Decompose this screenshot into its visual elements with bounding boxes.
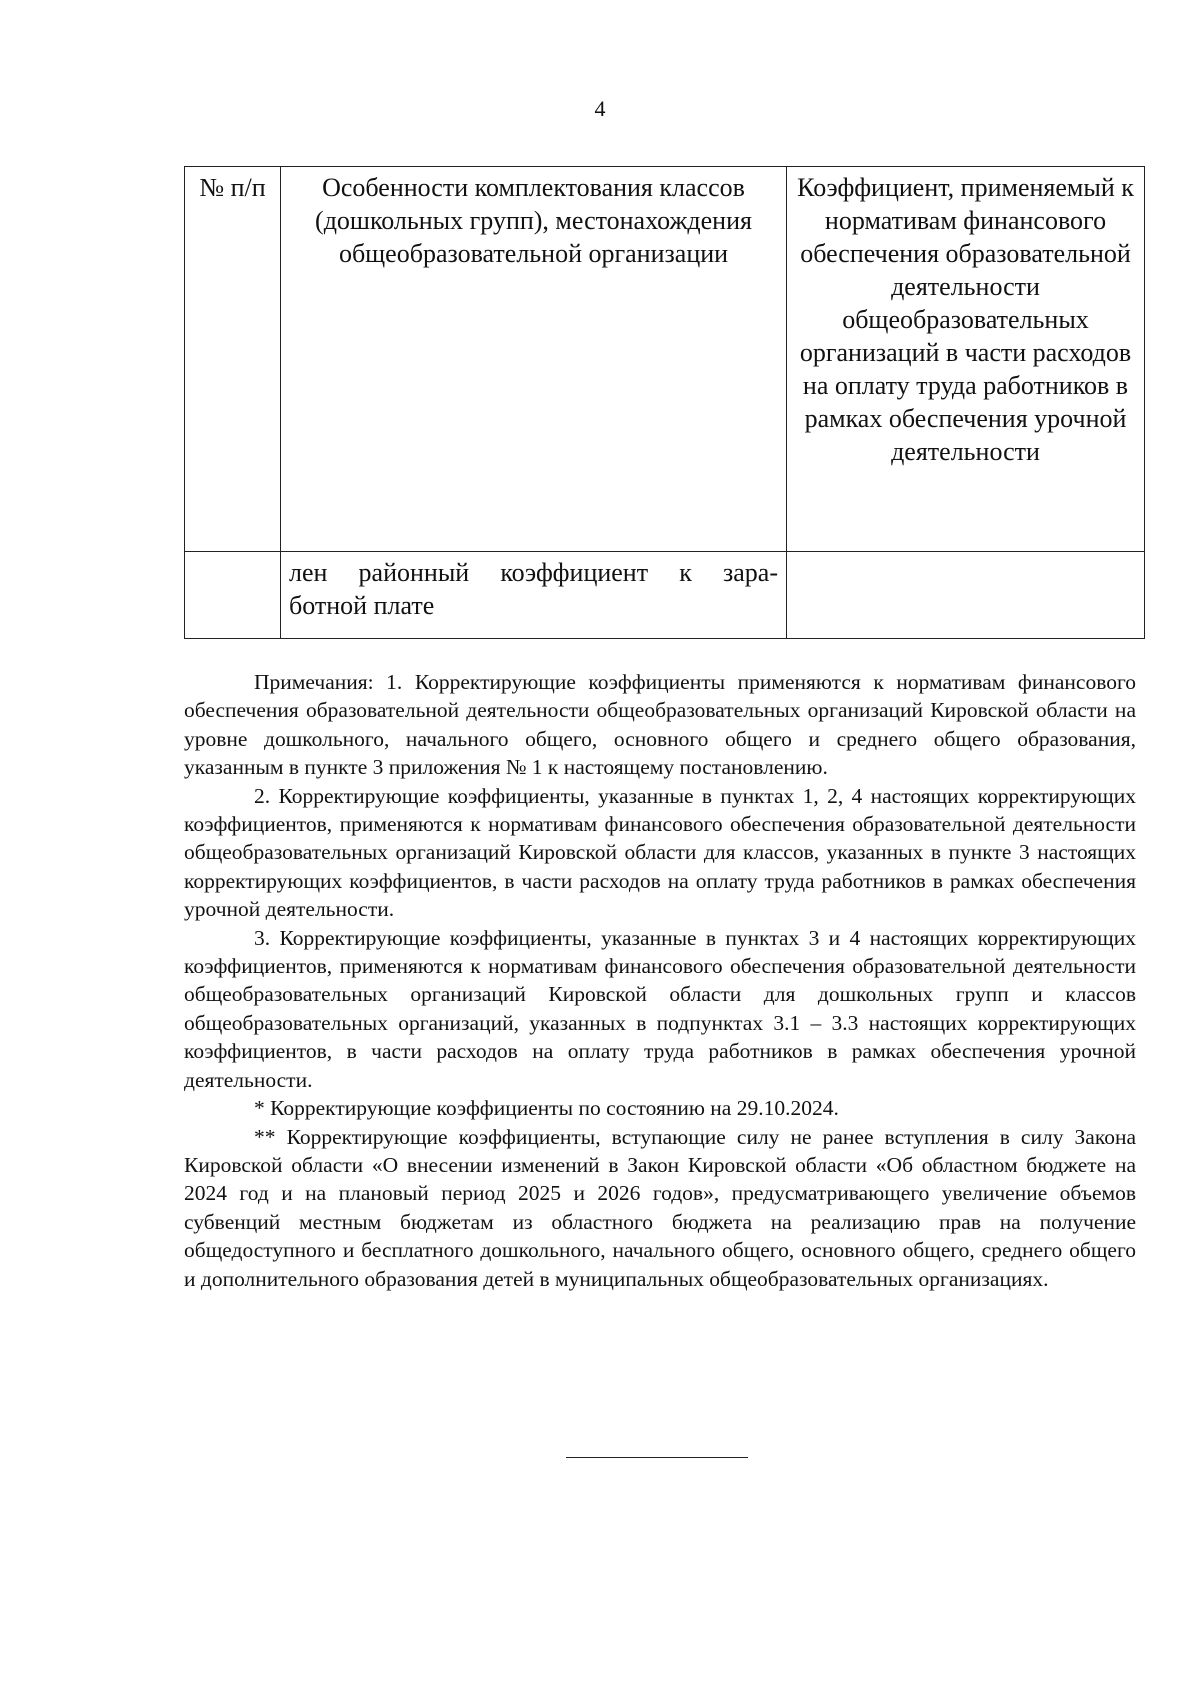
header-features-label: Особенности комплектования классов (дошкольных групп), местонахождения общеобразовательной организации (315, 173, 752, 268)
cell-features (281, 552, 787, 639)
header-num-label: № п/п (199, 173, 266, 202)
closing-rule (566, 1457, 748, 1458)
table-row (185, 552, 1145, 639)
cell-features-line1: лен районный коэффициент к зара- (289, 558, 778, 587)
page-number: 4 (594, 96, 606, 121)
note-asterisk: * Корректирующие коэффициенты по состоянию на 29.10.2024. (254, 1096, 839, 1121)
header-num (185, 167, 281, 552)
table-header-row (185, 167, 1145, 552)
header-coefficient (787, 167, 1145, 552)
header-coefficient-label: Коэффициент, применяемый к нормативам финансового обеспечения образовательной деятельности общеобразовательных организаций в части расходов на оплату труда работников в рамках обеспечения урочной деятельности (797, 173, 1134, 466)
cell-coefficient (787, 552, 1145, 639)
note-3: 3. Корректирующие коэффициенты, указанные в пунктах 3 и 4 настоящих корректирующих коэффициентов, применяются к нормативам финансового обеспечения образовательной деятельности общеобразовательных организаций Кировской области для дошкольных групп и классов общеобразовательных организаций, указанных в подпунктах 3.1 – 3.3 настоящих корректирующих коэффициентов, в части расходов на оплату труда работников в рамках обеспечения урочной деятельности. (184, 925, 1136, 1092)
coefficients-table (184, 166, 1145, 639)
cell-features-line2: ботной плате (289, 591, 435, 620)
notes-section (184, 668, 1136, 1293)
cell-num (185, 552, 281, 639)
note-double-asterisk: ** Корректирующие коэффициенты, вступающие силу не ранее вступления в силу Закона Кировской области «О внесении изменений в Закон Кировской области «Об областном бюджете на 2024 год и на плановый период 2025 и 2026 годов», предусматривающего увеличение объемов субвенций местным бюджетам из областного бюджета на реализацию прав на получение общедоступного и бесплатного дошкольного, начального общего, основного общего, среднего общего и дополнительного образования детей в муниципальных общеобразовательных организациях. (184, 1124, 1136, 1291)
header-features (281, 167, 787, 552)
note-1: Примечания: 1. Корректирующие коэффициенты применяются к нормативам финансового обеспечения образовательной деятельности общеобразовательных организаций Кировской области на уровне дошкольного, начального общего, основного общего и среднего общего образования, указанным в пункте 3 приложения № 1 к настоящему постановлению. (184, 670, 1136, 780)
note-2: 2. Корректирующие коэффициенты, указанные в пунктах 1, 2, 4 настоящих корректирующих коэффициентов, применяются к нормативам финансового обеспечения образовательной деятельности общеобразовательных организаций Кировской области для классов, указанных в пункте 3 настоящих корректирующих коэффициентов, в части расходов на оплату труда работников в рамках обеспечения урочной деятельности. (184, 783, 1136, 922)
